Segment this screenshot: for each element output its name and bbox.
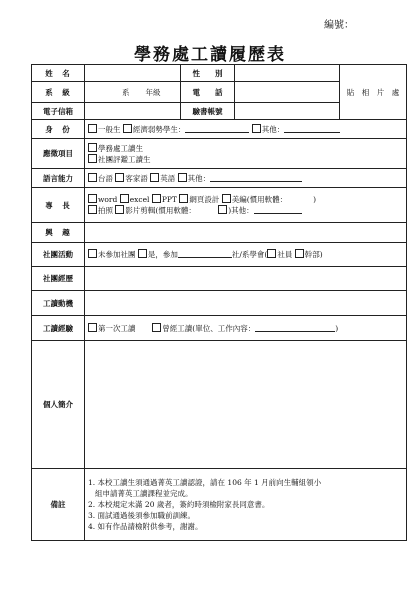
work-exp-options [85, 316, 407, 341]
language-label: 語言能力 [32, 169, 85, 188]
lang-hakka-text: 客家語 [125, 173, 148, 183]
skill-video-checkbox[interactable] [115, 205, 124, 214]
work-past-close: ) [335, 323, 339, 333]
dept-field[interactable] [85, 82, 181, 103]
dept-label: 系 級 [32, 82, 85, 103]
club-cadre-checkbox[interactable] [295, 249, 304, 258]
interests-field[interactable] [85, 223, 407, 243]
identity-other-blank[interactable] [284, 125, 340, 133]
note-item: 1. 本校工讀生須通過菁英工讀認證，請在 106 年 1 月前向生輔組領小 [88, 478, 322, 487]
lang-english-text: 英語 [160, 173, 176, 183]
club-member-checkbox[interactable] [267, 249, 276, 258]
work-past-checkbox[interactable] [152, 323, 161, 332]
name-label: 姓 名 [32, 65, 85, 82]
email-label: 電子信箱 [32, 103, 85, 120]
identity-econ-text: 經濟弱勢學生： [132, 124, 186, 134]
lang-other-blank[interactable] [210, 174, 302, 182]
skill-ppt-checkbox[interactable] [152, 194, 161, 203]
position-club-eval-text: 社團評鑑工讀生 [98, 154, 151, 164]
club-label: 社團活動 [32, 243, 85, 267]
motivation-field[interactable] [85, 291, 407, 316]
position-label: 應徵項目 [32, 139, 85, 169]
note-item: 組申請菁英工讀課程並完成。 [95, 489, 193, 498]
club-yes-text: 是，參加 [147, 250, 178, 259]
club-member-text: 社員 [277, 250, 293, 259]
identity-other-checkbox[interactable] [252, 124, 261, 133]
photo-area[interactable] [340, 65, 407, 120]
phone-field[interactable] [235, 82, 340, 103]
identity-econ-blank[interactable] [185, 125, 249, 133]
club-name-blank[interactable] [178, 250, 232, 258]
work-past-blank[interactable] [255, 324, 335, 332]
lang-taiwanese-text: 台語 [98, 173, 113, 183]
lang-other-text: 其他： [187, 173, 211, 183]
skill-other-blank[interactable] [254, 206, 302, 214]
skill-other-text: )其他： [228, 206, 254, 215]
intro-label: 個人簡介 [32, 341, 85, 469]
skill-photo-checkbox[interactable] [88, 205, 97, 214]
skill-design-close: ) [313, 195, 317, 204]
identity-econ-checkbox[interactable] [123, 124, 132, 133]
identity-other-text: 其他： [261, 124, 285, 134]
language-options [85, 169, 407, 188]
note-item: 3. 面試通過後須參加職前訓練。 [88, 511, 196, 520]
skills-options [85, 188, 407, 223]
note-item: 4. 如有作品請檢附供參考，謝謝。 [88, 522, 203, 531]
skills-label: 專 長 [32, 188, 85, 223]
resume-form-table [31, 64, 407, 541]
work-first-text: 第一次工讀 [98, 323, 136, 333]
skill-other-checkbox[interactable] [218, 205, 227, 214]
social-account-field[interactable] [235, 103, 340, 120]
skill-design-text: 美編(慣用軟體： [231, 195, 288, 204]
motivation-label: 工讀動機 [32, 291, 85, 316]
club-exp-label: 社團經歷 [32, 267, 85, 291]
club-options [85, 243, 407, 267]
lang-english-checkbox[interactable] [150, 173, 159, 182]
phone-label: 電 話 [181, 82, 235, 103]
lang-taiwanese-checkbox[interactable] [88, 173, 97, 182]
skill-web-text: 網頁設計 [189, 195, 220, 204]
club-unit-text: 社/系學會( [231, 250, 268, 259]
skill-web-checkbox[interactable] [179, 194, 188, 203]
serial-number-label: 編號： [324, 20, 354, 31]
work-first-checkbox[interactable] [88, 323, 97, 332]
skill-photo-text: 拍照 [98, 206, 113, 215]
position-options [85, 139, 407, 169]
photo-label: 貼 相 片 處 [346, 87, 400, 97]
lang-other-checkbox[interactable] [178, 173, 187, 182]
intro-field[interactable] [85, 341, 407, 469]
notes-content [85, 469, 407, 541]
social-account-label: 驗書帳號 [181, 103, 235, 120]
skill-video-text: 影片剪輯(慣用軟體： [125, 206, 196, 215]
work-exp-label: 工讀經驗 [32, 316, 85, 341]
club-exp-field[interactable] [85, 267, 407, 291]
skill-excel-checkbox[interactable] [120, 194, 129, 203]
club-yes-checkbox[interactable] [138, 249, 147, 258]
notes-label: 備註 [32, 469, 85, 541]
identity-options [85, 120, 407, 139]
lang-hakka-checkbox[interactable] [115, 173, 124, 182]
position-student-worker-checkbox[interactable] [88, 143, 97, 152]
gender-label: 性 別 [181, 65, 235, 82]
name-field[interactable] [85, 65, 181, 82]
skill-word-checkbox[interactable] [88, 194, 97, 203]
identity-label: 身 份 [32, 120, 85, 139]
skill-excel-text: excel [129, 195, 150, 204]
club-none-text: 未參加社團 [98, 250, 136, 259]
dept-suffix: 系 [122, 87, 130, 97]
work-past-text: 曾經工讀(單位、工作內容： [162, 323, 256, 333]
skill-design-checkbox[interactable] [222, 194, 231, 203]
position-club-eval-checkbox[interactable] [88, 154, 97, 163]
email-field[interactable] [85, 103, 181, 120]
identity-general-text: 一般生 [98, 124, 121, 134]
interests-label: 興 趣 [32, 223, 85, 243]
skill-ppt-text: PPT [161, 195, 177, 204]
note-item: 2. 本校規定未滿 20 歲者，簽約時須檢附家長同意書。 [88, 500, 270, 509]
grade-suffix: 年級 [145, 87, 161, 97]
position-student-worker-text: 學務處工讀生 [98, 143, 143, 153]
gender-field[interactable] [235, 65, 340, 82]
skill-word-text: word [98, 195, 118, 204]
club-none-checkbox[interactable] [88, 249, 97, 258]
page-title: 學務處工讀履歷表 [134, 45, 286, 65]
club-cadre-text: 幹部) [304, 250, 323, 259]
identity-general-checkbox[interactable] [88, 124, 97, 133]
